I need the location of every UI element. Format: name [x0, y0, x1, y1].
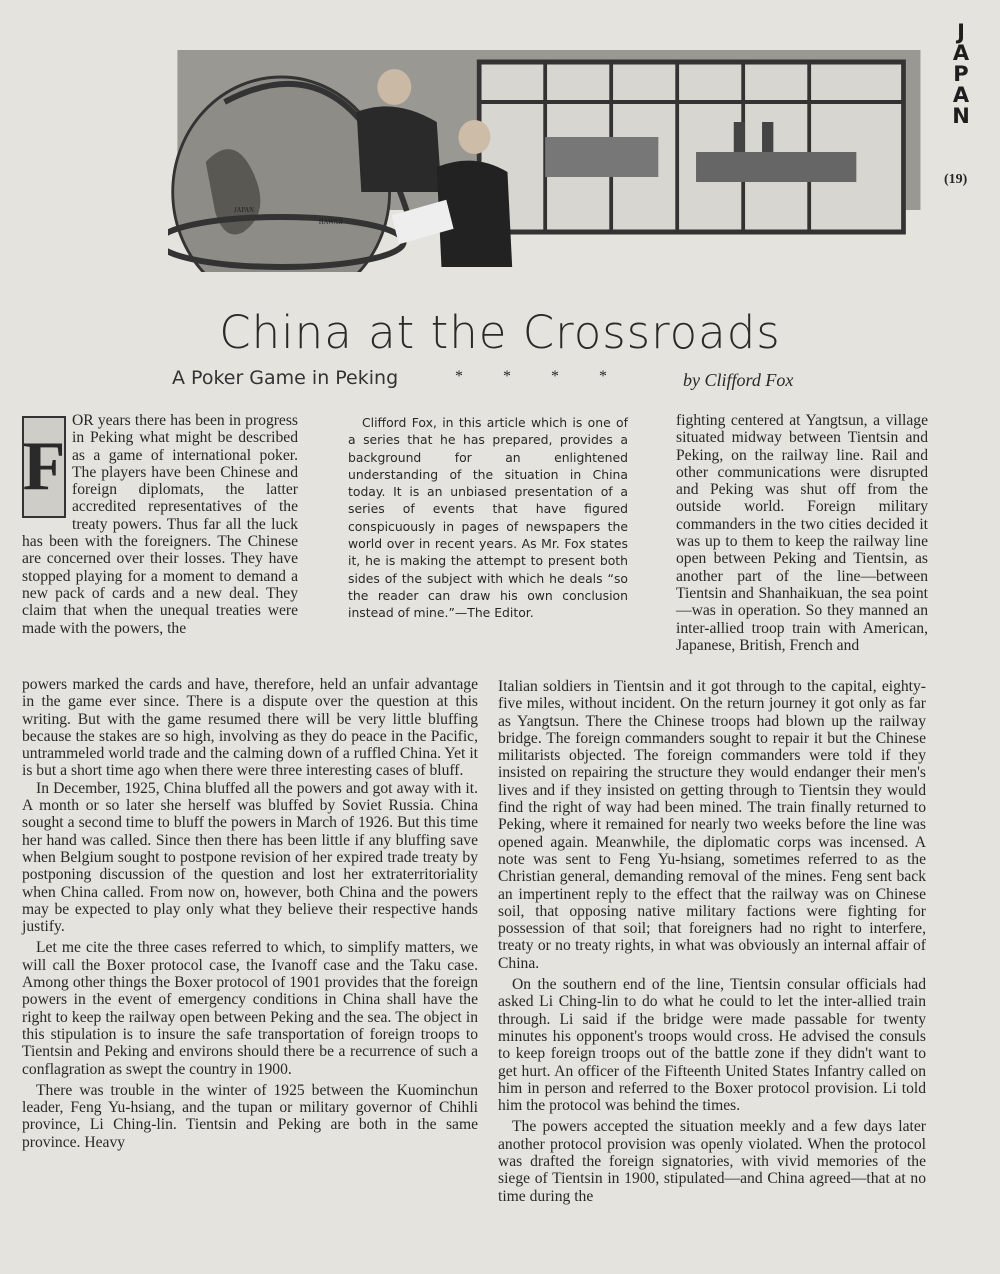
column-right-bottom: [498, 678, 926, 1205]
paragraph: OR years there has been in progress in Peking what might be described as a game of international poker. The players have been Chinese and foreign diplomats, the latter accredited representatives of the treaty powers. Thus far all the luck has been with the foreigners. The Chinese are concerned over their losses. They have stopped playing for a moment to demand a new pack of cards and a new deal. They claim that when the unequal treaties were made with the powers, the: [22, 412, 298, 637]
header-illustration: [168, 42, 928, 272]
drop-cap: F: [22, 416, 66, 518]
column-1-top: [22, 412, 298, 637]
paragraph: The powers accepted the situation meekly and a few days later another protocol provision was openly violated. When the protocol was drafted the foreign signatories, with vivid memories of the siege of Tientsin in 1900, stipulated—and China agreed—that at no time during the: [498, 1118, 926, 1205]
paragraph: In December, 1925, China bluffed all the powers and got away with it. A month or so later she herself was bluffed by Soviet Russia. China sought a second time to bluff the powers in March of 1926. But this time her hand was called. Since then there has been little if any bluffing save when Belgium sought to postpone revision of her expired trade treaty by postponing discussion of the question and lost her extraterritoriality when China called. From now on, however, both China and the powers may be expected to play only what they believe their respective hands justify.: [22, 779, 478, 936]
magazine-side-title: [946, 22, 976, 127]
column-3-top: [676, 412, 928, 654]
paragraph: fighting centered at Yangtsun, a village situated midway between Tientsin and Peking, on the railway line. Rail and other communications were disrupted and Peking was shut off from the outside world. Foreign military commanders in the two cities decided it was up to them to keep the railway line open between Peking and Tientsin, as another part of the line—between Tientsin and Shanhaikuan, the sea point—was in operation. So they manned an inter-allied troop train with American, Japanese, British, French and: [676, 412, 928, 654]
page-number: (19): [944, 172, 968, 187]
editor-note: [348, 414, 628, 622]
editor-note-text: Clifford Fox, in this article which is one of a series that he has prepared, provides a background for an enlightened understanding of the situation in China today. It is an unbiased presentation of a series of events that have figured conspicuously in pages of newspapers the world over in recent years. As Mr. Fox states it, he is making the attempt to present both sides of the subject with which he deals “so the reader can draw his own conclusion instead of mine.”—The Editor.: [348, 415, 628, 621]
article-subtitle: A Poker Game in Peking: [172, 367, 399, 389]
article-byline: by Clifford Fox: [683, 370, 794, 390]
globe-label: JAPAN: [234, 206, 254, 215]
paragraph: There was trouble in the winter of 1925 between the Kuominchun leader, Feng Yu-hsiang, and the tupan or military governor of Chihli province, Li Ching-lin. Tientsin and Peking are both in the same province. Heavy: [22, 1081, 478, 1151]
side-title-letter: A: [952, 41, 970, 65]
paragraph: powers marked the cards and have, therefore, held an unfair advantage in the game ever since. There is a dispute over the question at this writing. But with the game resumed there will be very little bluffing because the stakes are so high, involving as they do peace in the Pacific, untrammeled world trade and the calming down of a ruffled China. Yet it is but a short time ago when there were three interesting cases of bluff.: [22, 676, 478, 780]
side-title-letter: J: [957, 20, 965, 44]
paragraph: On the southern end of the line, Tientsin consular officials had asked Li Ching-lin to do what he could to let the inter-allied train through. Li said if the bridge were made passable for twenty minutes his opponent's troops would cross. He advised the consuls to keep foreign troops out of the battle zone if they didn't want to get hurt. An officer of the Fifteenth United States Infantry called on him in person and referred to the Boxer protocol provision. Li told him the protocol was behind the times.: [498, 976, 926, 1115]
globe-label: HAWAII: [318, 218, 343, 227]
side-title-letter: P: [953, 62, 969, 86]
article-title: China at the Crossroads: [219, 306, 781, 359]
ornament-marks: * * * *: [455, 368, 607, 385]
side-title-letter: A: [952, 83, 970, 107]
paragraph: Italian soldiers in Tientsin and it got through to the capital, eighty-five miles, without incident. On the return journey it got only as far as Yangtsun. There the Chinese troops had blown up the railway bridge. The foreign commanders sought to repair it but the Chinese militarists objected. The foreign commanders were told if they insisted on repairing the structure they would endanger their men's lives and if they insisted on getting through to Tientsin they would find the right of way had been mined. The train finally returned to Peking, where it remained for nearly two weeks before the line was opened again. Meanwhile, the diplomatic corps was incensed. A note was sent to Feng Yu-hsiang, sometimes referred to as the Christian general, demanding removal of the mines. Feng sent back an impertinent reply to the effect that the railway was on Chinese soil, that opposing native military factions were fighting for possession of that soil; that foreigners had no right to interfere, treaty or no treaty rights, in what was obviously an internal affair of China.: [498, 678, 926, 972]
column-left-bottom: [22, 676, 478, 1151]
side-title-letter: N: [952, 104, 970, 128]
paragraph: Let me cite the three cases referred to which, to simplify matters, we will call the Boxer protocol case, the Ivanoff case and the Taku case. Among other things the Boxer protocol of 1901 provides that the foreign powers in the event of emergency conditions in China shall have the right to keep the railway open between Peking and the sea. The object in this stipulation is to insure the safe transportation of foreign troops to Tientsin and Peking and environs should there be a recurrence of such a conflagration as swept the country in 1900.: [22, 939, 478, 1078]
